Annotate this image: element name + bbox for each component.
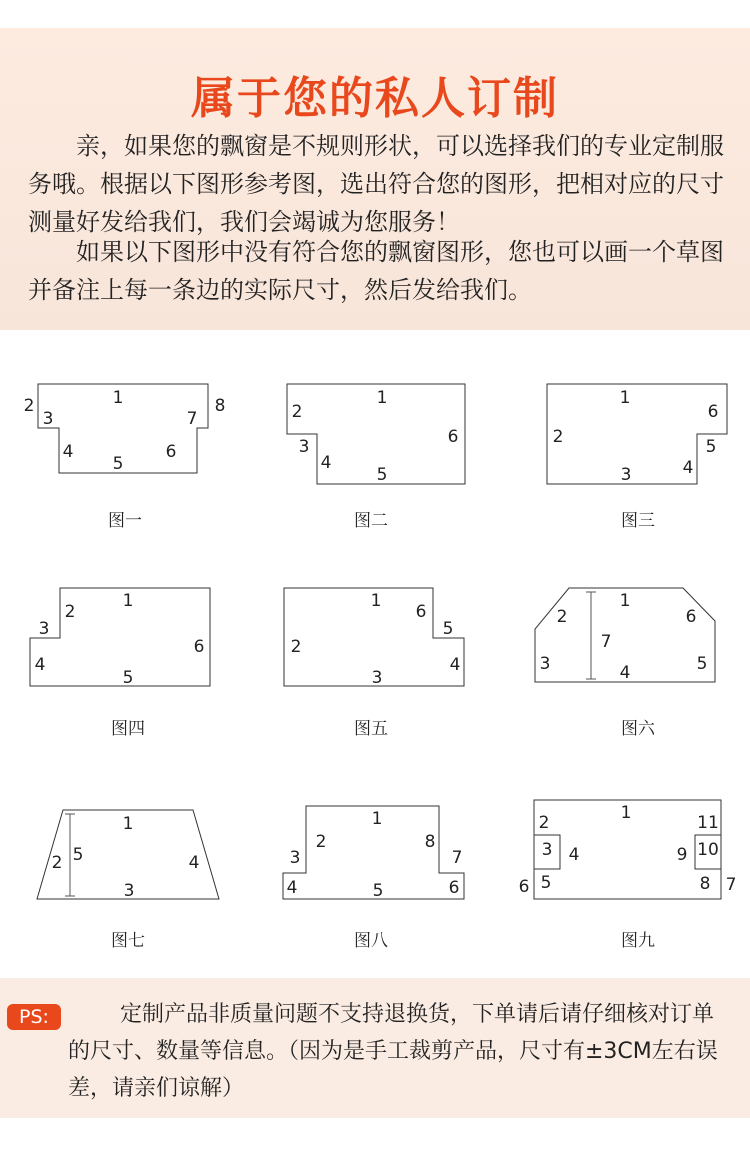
diagram-2-edge-4: 4 [320,453,332,473]
diagram-3-edge-3: 3 [620,465,632,485]
diagram-5-edge-2: 2 [290,637,302,657]
diagram-3-edge-6: 6 [707,402,719,422]
diagram-2-edge-3: 3 [298,437,310,457]
ps-note-text: 定制产品非质量问题不支持退换货，下单请后请仔细核对订单的尺寸、数量等信息。（因为是手工裁剪产品，尺寸有±3CM左右误差，请亲们谅解） [68,1002,718,1101]
diagram-8-edge-1: 1 [371,809,383,829]
intro-paragraph-2: 如果以下图形中没有符合您的飘窗图形，您也可以画一个草图并备注上每一条边的实际尺寸，然后发给我们。 [28,238,724,304]
diagram-9-edge-10: 10 [697,840,719,860]
diagram-3-caption: 图三 [621,511,655,531]
diagram-9-edge-8: 8 [699,874,711,894]
diagram-1-edge-6: 6 [165,442,177,462]
diagram-4-edge-3: 3 [38,619,50,639]
diagram-5-caption: 图五 [354,719,388,739]
diagram-1-edge-5: 5 [112,454,124,474]
diagram-5-edge-5: 5 [442,619,454,639]
diagram-2-edge-5: 5 [376,465,388,485]
diagram-4 [30,588,210,739]
diagram-5-edge-1: 1 [370,591,382,611]
diagram-3-edge-1: 1 [619,388,631,408]
diagram-7-caption: 图七 [111,931,145,951]
diagram-9-edge-4: 4 [568,845,580,865]
diagram-3-shape [547,384,727,484]
diagram-3-edge-5: 5 [705,437,717,457]
diagram-9-edge-1: 1 [620,803,632,823]
page-title: 属于您的私人订制 [191,73,559,124]
diagram-1-edge-2: 2 [23,396,35,416]
diagram-6 [535,588,715,739]
diagram-5-edge-3: 3 [371,668,383,688]
diagram-3-edge-4: 4 [682,458,694,478]
diagram-2-edge-1: 1 [376,388,388,408]
diagram-7-edge-1: 1 [122,814,134,834]
diagram-2 [287,384,465,531]
diagram-6-edge-5: 5 [696,654,708,674]
diagram-7-edge-5: 5 [72,845,84,865]
diagram-2-edge-6: 6 [447,427,459,447]
diagram-8-edge-5: 5 [372,881,384,901]
diagram-5-edge-6: 6 [415,602,427,622]
diagram-1-edge-7: 7 [186,409,198,429]
diagram-4-edge-5: 5 [122,668,134,688]
diagram-6-edge-1: 1 [619,591,631,611]
diagram-6-edge-3: 3 [539,654,551,674]
diagram-3-edge-2: 2 [552,427,564,447]
diagram-6-edge-6: 6 [685,607,697,627]
diagram-1-edge-8: 8 [214,396,226,416]
diagram-9-edge-7: 7 [725,875,737,895]
diagram-8-edge-2: 2 [315,832,327,852]
diagram-9-edge-9: 9 [676,845,688,865]
diagram-5-edge-4: 4 [449,655,461,675]
diagram-8-edge-8: 8 [424,832,436,852]
diagram-4-edge-1: 1 [122,591,134,611]
diagram-9-edge-3: 3 [541,840,553,860]
diagram-4-edge-2: 2 [64,602,76,622]
diagram-8-edge-6: 6 [448,878,460,898]
intro-paragraph-1: 亲，如果您的飘窗是不规则形状，可以选择我们的专业定制服务哦。根据以下图形参考图，选出符合您的图形，把相对应的尺寸测量好发给我们，我们会竭诚为您服务！ [28,132,724,236]
diagram-1-edge-4: 4 [62,442,74,462]
diagram-6-edge-4: 4 [619,663,631,683]
diagram-8-caption: 图八 [354,931,388,951]
diagram-6-caption: 图六 [621,719,655,739]
ps-badge: PS: [7,1004,61,1030]
diagram-9-edge-11: 11 [697,813,719,833]
diagram-4-edge-6: 6 [193,637,205,657]
diagram-7-edge-2: 2 [51,853,63,873]
diagram-9-edge-5: 5 [540,873,552,893]
diagram-3 [547,384,727,531]
diagram-1-edge-3: 3 [42,409,54,429]
diagram-8-edge-7: 7 [451,848,463,868]
diagram-7-edge-4: 4 [188,853,200,873]
diagram-2-caption: 图二 [354,511,388,531]
diagram-1 [24,384,226,531]
diagram-1-caption: 图一 [108,511,142,531]
diagram-4-edge-4: 4 [34,655,46,675]
diagram-8 [283,806,464,951]
diagram-8-edge-4: 4 [286,878,298,898]
diagram-7 [37,810,219,951]
diagram-9 [519,800,737,951]
diagram-6-edge-7: 7 [600,632,612,652]
diagram-9-edge-6: 6 [518,877,530,897]
diagram-8-edge-3: 3 [289,848,301,868]
diagram-5 [284,588,464,739]
diagram-4-shape [30,588,210,686]
diagram-9-caption: 图九 [621,931,655,951]
diagram-1-edge-1: 1 [112,388,124,408]
diagram-2-edge-2: 2 [291,402,303,422]
diagram-7-edge-3: 3 [123,881,135,901]
diagram-6-edge-2: 2 [556,607,568,627]
diagram-4-caption: 图四 [111,719,145,739]
diagram-9-edge-2: 2 [538,813,550,833]
